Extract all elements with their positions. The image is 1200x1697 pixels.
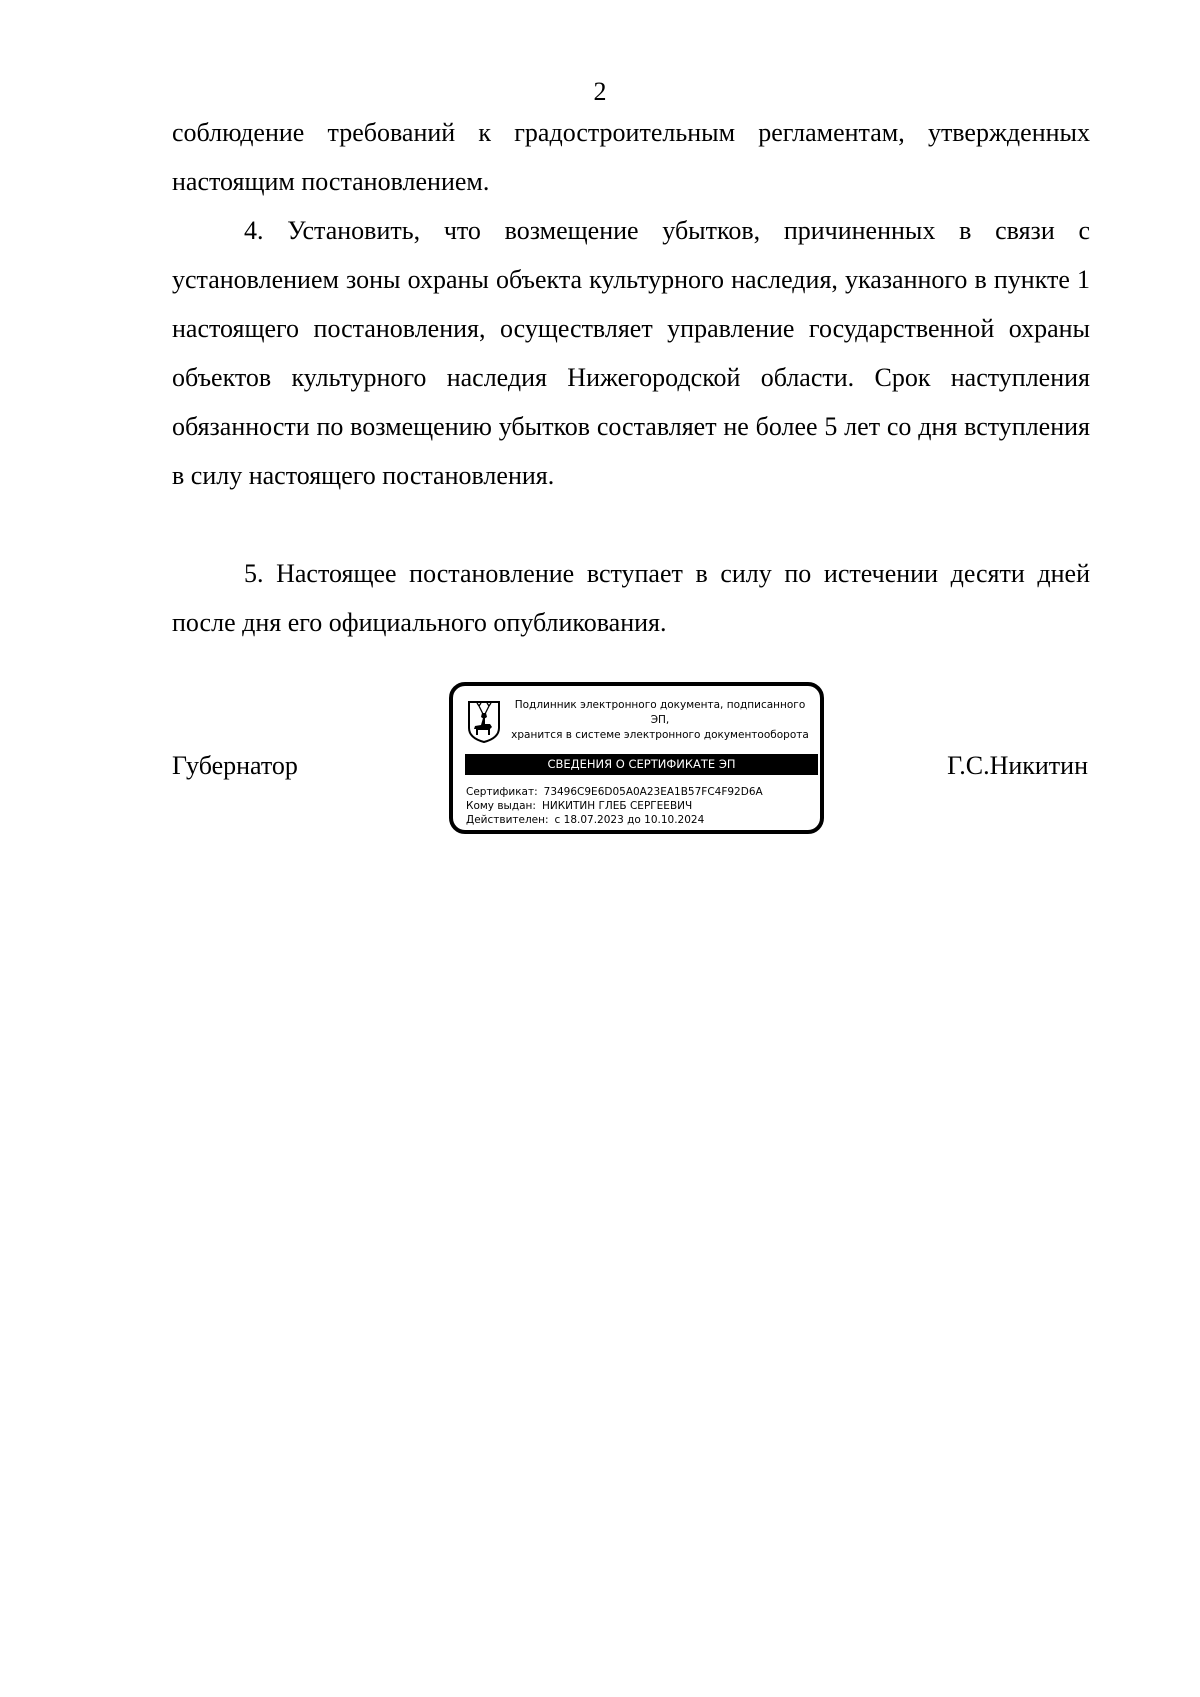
stamp-header-line-2: хранится в системе электронного документооборота [511,729,809,741]
electronic-signature-stamp [449,682,824,834]
stamp-header [505,698,815,743]
validity-value: с 18.07.2023 до 10.10.2024 [554,814,705,826]
paragraph-continuation: соблюдение требований к градостроительным регламентам, утвержденных настоящим постановлением. [172,118,1090,196]
stamp-certificate-title: СВЕДЕНИЯ О СЕРТИФИКАТЕ ЭП [465,754,818,775]
stamp-header-line-1: Подлинник электронного документа, подписанного ЭП, [514,699,806,726]
validity-row [466,813,816,827]
validity-label: Действителен: [466,814,549,826]
certificate-value: 73496C9E6D05A0A23EA1B57FC4F92D6A [543,786,763,798]
certificate-label: Сертификат: [466,786,538,798]
signer-position: Губернатор [172,751,298,780]
signer-name: Г.С.Никитин [947,751,1088,780]
paragraph-item-5: 5. Настоящее постановление вступает в силу по истечении десяти дней после дня его официального опубликования. [172,559,1090,637]
issued-to-value: НИКИТИН ГЛЕБ СЕРГЕЕВИЧ [541,800,693,812]
issued-to-row [466,799,816,813]
certificate-row [466,785,816,799]
stamp-certificate-info [466,785,816,827]
page-number: 2 [593,77,607,106]
paragraph-item-4: 4. Установить, что возмещение убытков, причиненных в связи с установлением зоны охраны объекта культурного наследия, указанного в пункте 1 настоящего постановления, осуществляет управление государственной охраны объектов культурного наследия Нижегородской области. Срок наступления обязанности по возмещению убытков составляет не более 5 лет со дня вступления в силу настоящего постановления. [172,216,1090,490]
deer-emblem-icon [466,700,502,744]
issued-to-label: Кому выдан: [466,800,536,812]
